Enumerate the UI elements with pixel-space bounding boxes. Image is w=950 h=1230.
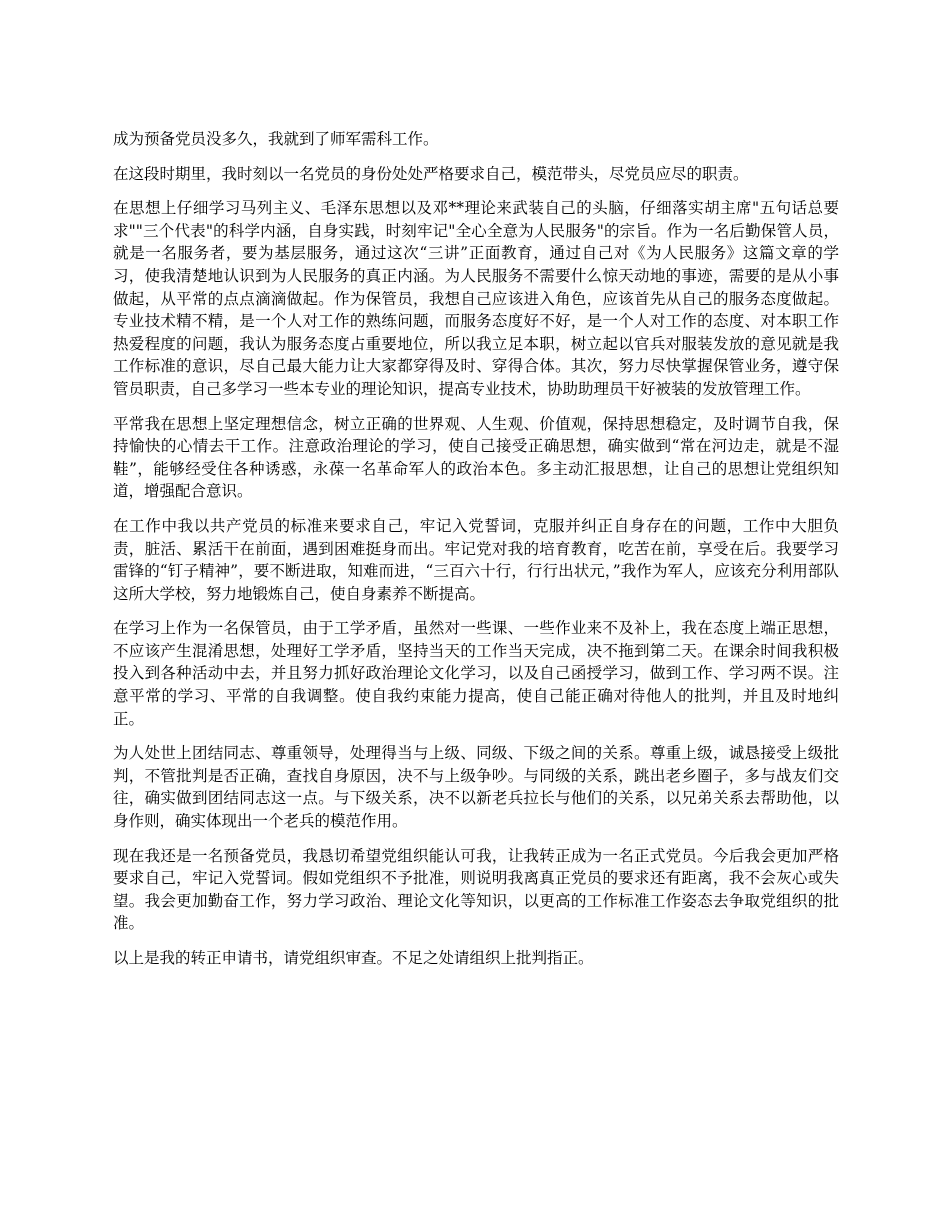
paragraph-period: 在这段时期里，我时刻以一名党员的身份处处严格要求自己，模范带头，尽党员应尽的职责。 [113, 164, 749, 183]
paragraph-relations: 为人处世上团结同志、尊重领导，处理得当与上级、同级、下级之间的关系。尊重上级，诚恳接受上级批判，不管批判是否正确，查找自身原因，决不与上级争吵。与同级的关系，跳出老乡圈子，多与战友们交往，确实做到团结同志这一点。与下级关系，决不以新老兵拉长与他们的关系，以兄弟关系去帮助他，以身作则，确实体现出一个老兵的模范作用。 [113, 744, 839, 831]
document-body [113, 128, 839, 982]
paragraph-request: 现在我还是一名预备党员，我恳切希望党组织能认可我，让我转正成为一名正式党员。今后我会更加严格要求自己，牢记入党誓词。假如党组织不予批准，则说明我离真正党员的要求还有距离，我不会灰心或失望。我会更加勤奋工作，努力学习政治、理论文化等知识，以更高的工作标准工作姿态去争取党组织的批准。 [113, 846, 839, 933]
paragraph-study: 在学习上作为一名保管员，由于工学矛盾，虽然对一些课、一些作业来不及补上，我在态度上端正思想，不应该产生混淆思想，处理好工学矛盾，坚持当天的工作当天完成，决不拖到第二天。在课余时间我积极投入到各种活动中去，并且努力抓好政治理论文化学习，以及自己函授学习，做到工作、学习两不误。注意平常的学习、平常的自我调整。使自我约束能力提高，使自己能正确对待他人的批判，并且及时地纠正。 [113, 619, 839, 728]
paragraph-closing: 以上是我的转正申请书，请党组织审查。不足之处请组织上批判指正。 [113, 949, 594, 967]
paragraph-intro: 成为预备党员没多久，我就到了师军需科工作。 [113, 130, 439, 148]
paragraph-work: 在工作中我以共产党员的标准来要求自己，牢记入党誓词，克服并纠正自身存在的问题，工作中大胆负责，脏活、累活干在前面，遇到困难挺身而出。牢记党对我的培育教育，吃苦在前，享受在后。我要学习雷锋的“钉子精神”，要不断进取，知难而进，“三百六十行，行行出状元，”我作为军人，应该充分利用部队这所大学校，努力地锻炼自己，使自身素养不断提高。 [113, 516, 839, 603]
paragraph-belief: 平常我在思想上坚定理想信念，树立正确的世界观、人生观、价值观，保持思想稳定，及时调节自我，保持愉快的心情去干工作。注意政治理论的学习，使自己接受正确思想，确实做到“常在河边走，就是不湿鞋”，能够经受住各种诱惑，永葆一名革命军人的政治本色。多主动汇报思想，让自己的思想让党组织知道，增强配合意识。 [113, 414, 839, 501]
paragraph-ideology: 在思想上仔细学习马列主义、毛泽东思想以及邓**理论来武装自己的头脑，仔细落实胡主席"五句话总要求""三个代表"的科学内涵，自身实践，时刻牢记"全心全意为人民服务"的宗旨。作为一名后勤保管人员，就是一名服务者，要为基层服务，通过这次“三讲”正面教育，通过自己对《为人民服务》这篇文章的学习，使我清楚地认识到为人民服务的真正内涵。为人民服务不需要什么惊天动地的事迹，需要的是从小事做起，从平常的点点滴滴做起。作为保管员，我想自己应该进入角色，应该首先从自己的服务态度做起。专业技术精不精，是一个人对工作的熟练问题，而服务态度好不好，是一个人对工作的态度、对本职工作热爱程度的问题，我认为服务态度占重要地位，所以我立足本职，树立起以官兵对服装发放的意见就是我工作标准的意识，尽自己最大能力让大家都穿得及时、穿得合体。其次，努力尽快掌握保管业务，遵守保管员职责，自己多学习一些本专业的理论知识，提高专业技术，协助助理员干好被装的发放管理工作。 [113, 199, 839, 398]
